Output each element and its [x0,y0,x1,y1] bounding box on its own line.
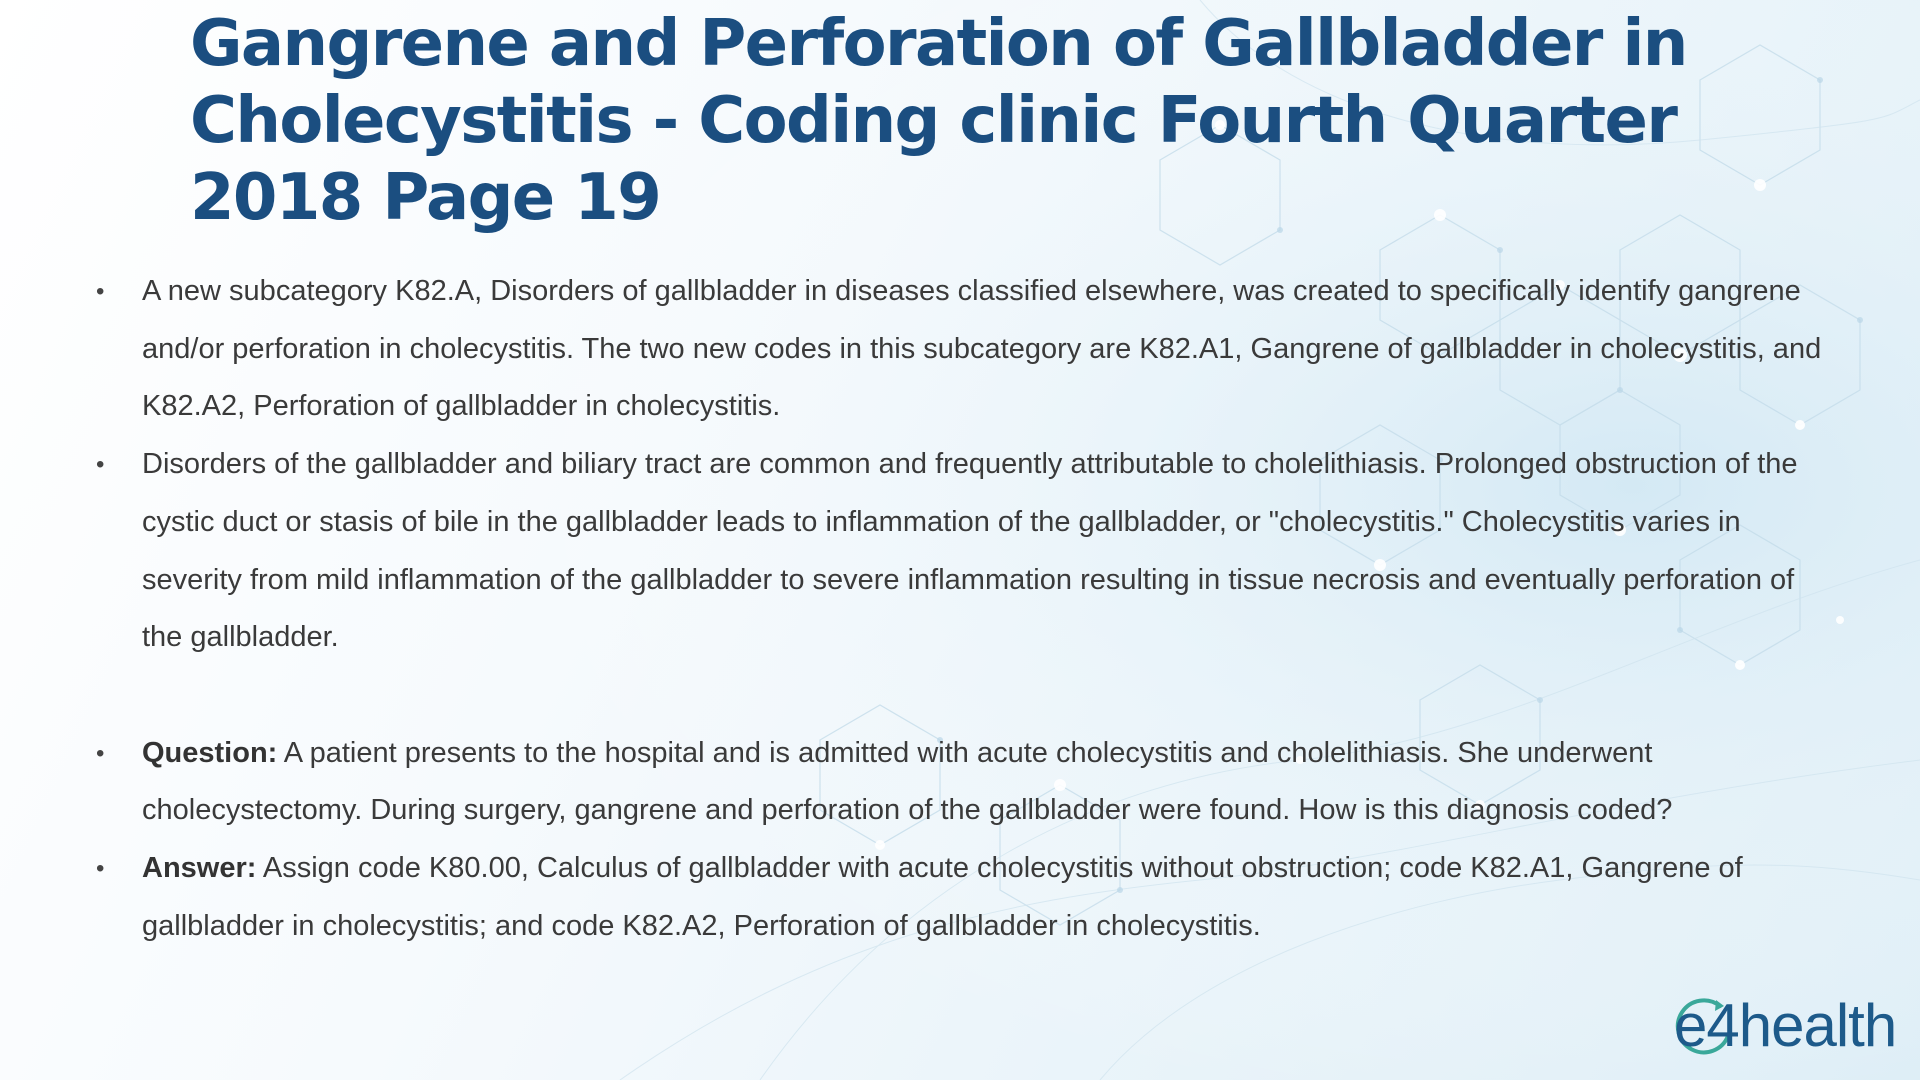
bullet-text: Disorders of the gallbladder and biliary tract are common and frequently attributable to cholelithiasis. Prolonged obstruction of the cystic duct or stasis of bile in the gallbladder leads to inflammation of the gallbladder, or "cholecystitis." Cholecystitis varies in severity from mild inflammation of the gallbladder to severe inflammation resulting in tissue necrosis and eventually perforation of the gallbladder. [142,448,1798,654]
bullet-marker: • [96,278,105,305]
bullet-marker: • [96,855,105,883]
bullet-list [96,263,1826,955]
e4health-logo [1668,990,1900,1062]
answer-label: Answer: [142,852,257,885]
bullet-marker: • [96,739,105,767]
question-label: Question: [142,736,278,769]
bullet-marker: • [96,451,105,479]
bullet-text: A new subcategory K82.A, Disorders of gallbladder in diseases classified elsewhere, was created to specifically identify gangrene and/or perforation in cholecystitis. The two new codes in this subcategory are K82.A1, Gangrene of gallbladder in cholecystitis, and K82.A2, Perforation of gallbladder in cholecystitis. [142,275,1822,423]
answer-text: Assign code K80.00, Calculus of gallbladder with acute cholecystitis without obstruction; code K82.A1, Gangrene of gallbladder in cholecystitis; and code K82.A2, Perforation of gallbladder in cholecystitis. [142,852,1743,942]
bullet-item [96,263,1826,436]
bullet-item-answer [96,840,1826,955]
bullet-item-question [96,725,1826,840]
logo-text: e4health [1674,992,1897,1059]
slide-title: Gangrene and Perforation of Gallbladder in Cholecystitis - Coding clinic Fourth Quarter 2018 Page 19 [190,7,1687,235]
question-text: A patient presents to the hospital and is admitted with acute cholecystitis and cholelithiasis. She underwent cholecystectomy. During surgery, gangrene and perforation of the gallbladder were found. How is this diagnosis coded? [142,736,1673,827]
bullet-item [96,436,1826,667]
